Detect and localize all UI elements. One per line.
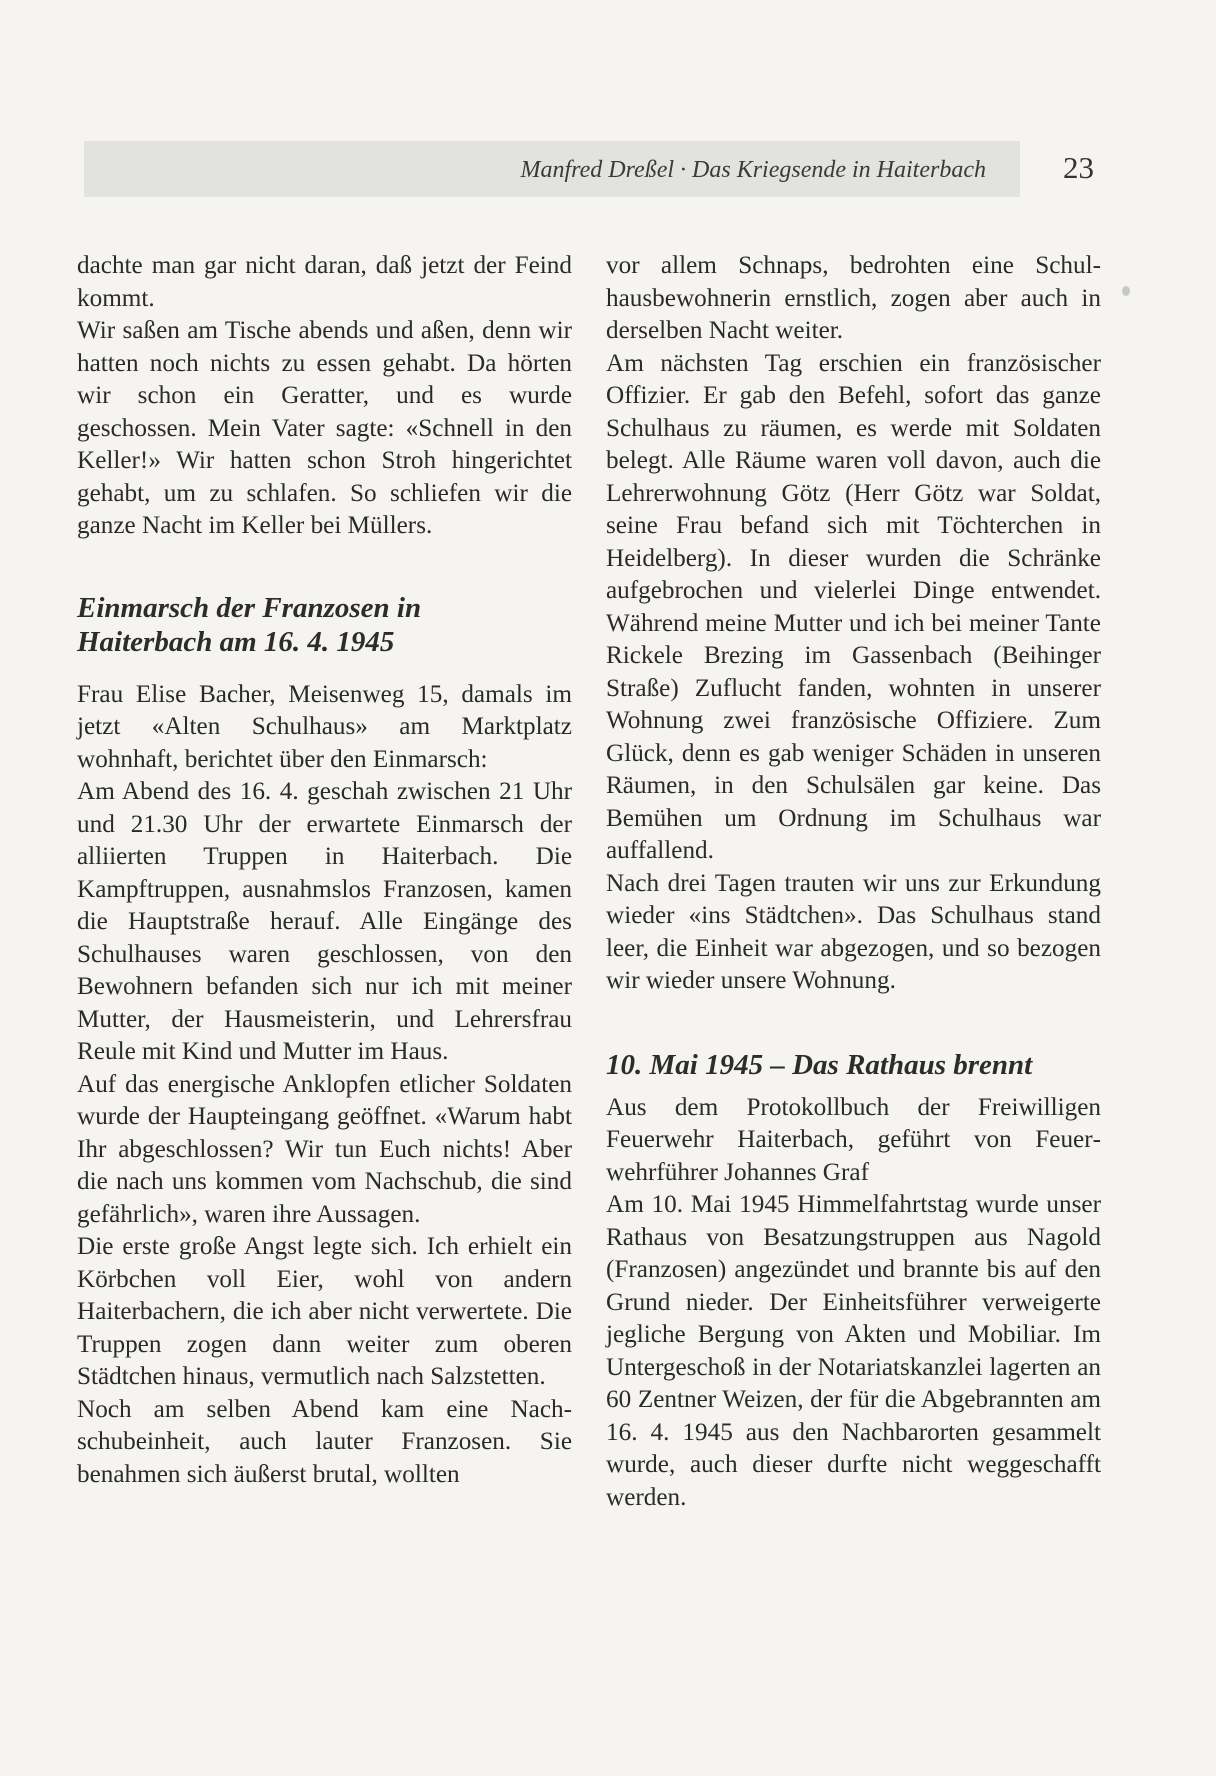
left-column xyxy=(77,250,572,1491)
paragraph: Auf das energische Anklopfen etlicher Soldaten wurde der Haupteingang geöffnet. «Warum habt Ihr abgeschlossen? Wir tun Euch nichts! Aber die nach uns kommen vom Nachschub, die sind gefährlich», waren ihre Aussagen. xyxy=(77,1070,572,1228)
page-number: 23 xyxy=(1063,150,1094,185)
paragraph: Am Abend des 16. 4. geschah zwischen 21 Uhr und 21.30 Uhr der erwartete Einmarsch der alliierten Truppen in Haiterbach. Die Kampftruppen, ausnahmslos Franzosen, kamen die Hauptstraße herauf. Alle Eingänge des Schulhauses waren geschlossen, von den Bewohnern befanden sich nur ich mit meiner Mutter, der Hausmeisterin, und Lehrersfrau Reule mit Kind und Mutter im Haus. xyxy=(77,778,572,1065)
section-heading-einmarsch xyxy=(77,591,572,659)
paragraph: vor allem Schnaps, bedrohten eine Schulhausbewohnerin ernstlich, zogen aber auch in derselben Nacht weiter. xyxy=(606,252,1101,344)
paragraph: Nach drei Tagen trauten wir uns zur Erkundung wieder «ins Städtchen». Das Schulhaus stand leer, die Einheit war abgezogen, und so bezogen wir wieder unsere Wohnung. xyxy=(606,869,1101,994)
paragraph: dachte man gar nicht daran, daß jetzt der Feind kommt. xyxy=(77,252,572,312)
paragraph: Noch am selben Abend kam eine Nachschubeinheit, auch lauter Franzosen. Sie benahmen sich äußerst brutal, wollten xyxy=(77,1395,572,1488)
section-heading-line: Haiterbach am 16. 4. 1945 xyxy=(77,625,395,658)
section-heading-line: Einmarsch der Franzosen in xyxy=(77,591,422,624)
section-heading-rathaus: 10. Mai 1945 – Das Rathaus brennt xyxy=(606,1048,1033,1081)
running-header-bar xyxy=(84,141,1020,197)
paragraph: Aus dem Protokollbuch der Freiwilligen Feuerwehr Haiterbach, geführt von Feuerwehrführer Johannes Graf xyxy=(606,1093,1101,1186)
paragraph: Wir saßen am Tische abends und aßen, denn wir hatten noch nichts zu essen gehabt. Da hörten wir schon ein Geratter, und es wurde geschossen. Mein Vater sagte: «Schnell in den Keller!» Wir hatten schon Stroh hingerichtet gehabt, um zu schlafen. So schliefen wir die ganze Nacht im Keller bei Müllers. xyxy=(77,317,572,539)
paper-smudge xyxy=(1122,286,1130,296)
paragraph: Frau Elise Bacher, Meisenweg 15, damals im jetzt «Alten Schulhaus» am Marktplatz wohnhaft, berichtet über den Einmarsch: xyxy=(77,680,572,773)
running-title: Manfred Dreßel · Das Kriegsende in Haiterbach xyxy=(520,157,986,183)
paragraph: Die erste große Angst legte sich. Ich erhielt ein Körbchen voll Eier, wohl von andern Haiterbachern, die ich aber nicht verwertete. Die Truppen zogen dann weiter zum oberen Städtchen hinaus, vermutlich nach Salzstetten. xyxy=(77,1233,572,1390)
paragraph: Am 10. Mai 1945 Himmelfahrtstag wurde unser Rathaus von Besatzungstruppen aus Nagold (Franzosen) angezündet und brannte bis auf den Grund nieder. Der Einheitsführer verweigerte jegliche Bergung von Akten und Mobiliar. Im Untergeschoß in der Notariatskanzlei lagerten an 60 Zentner Weizen, der für die Abgebrannten am 16. 4. 1945 aus den Nachbarorten gesammelt wurde, auch dieser durfte nicht weggeschafft werden. xyxy=(606,1191,1101,1511)
right-column xyxy=(606,250,1101,1514)
paragraph: Am nächsten Tag erschien ein französischer Offizier. Er gab den Befehl, sofort das ganze Schulhaus zu räumen, es werde mit Soldaten belegt. Alle Räume waren voll davon, auch die Lehrerwohnung Götz (Herr Götz war Soldat, seine Frau befand sich mit Töchterchen in Heidelberg). In dieser wurden die Schränke aufgebrochen und vielerlei Dinge entwendet. Während meine Mutter und ich bei meiner Tante Rickele Brezing im Gassenbach (Beihinger Straße) Zuflucht fanden, wohnten in unserer Wohnung zwei französische Offiziere. Zum Glück, denn es gab weniger Schäden in unseren Räumen, in den Schulsälen gar keine. Das Bemühen um Ordnung im Schulhaus war auffallend. xyxy=(606,349,1101,864)
